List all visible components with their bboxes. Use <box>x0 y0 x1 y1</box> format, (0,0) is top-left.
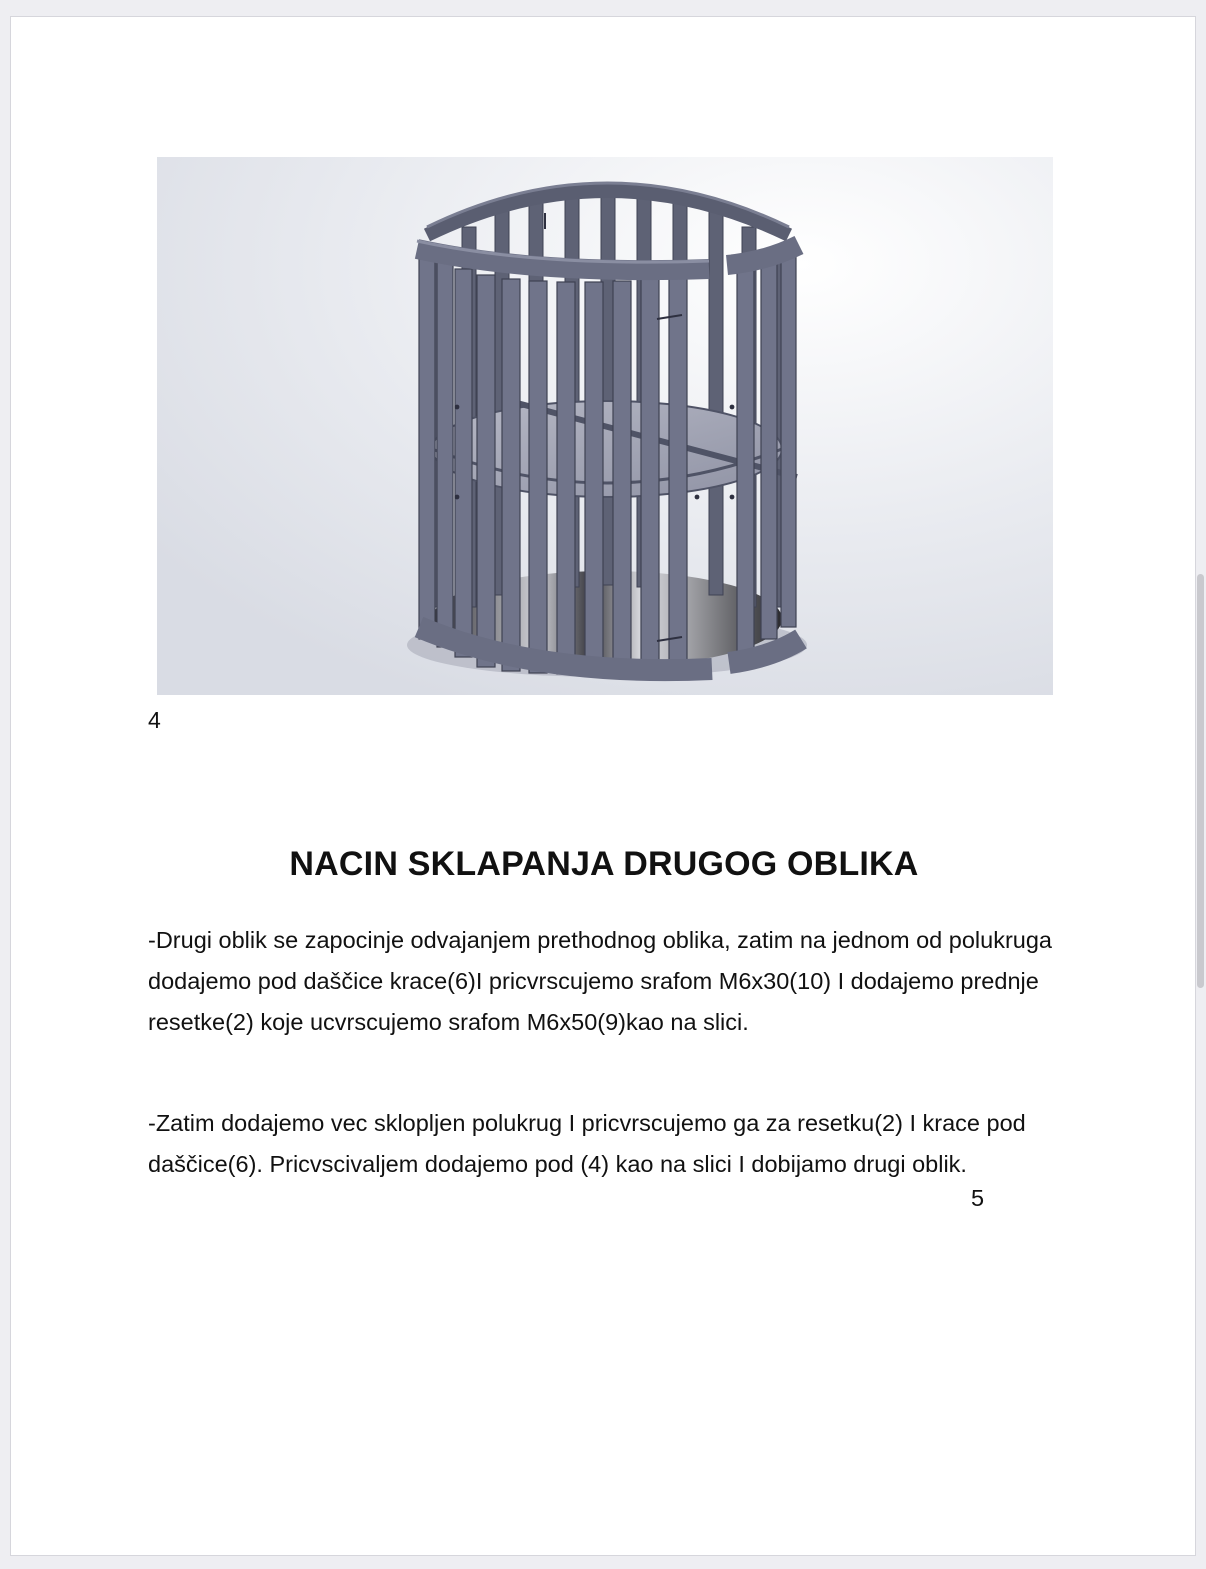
paragraph-2-container <box>148 1103 1068 1185</box>
page-number: 5 <box>971 1185 985 1211</box>
section-title: NACIN SKLAPANJA DRUGOG OBLIKA <box>289 845 919 883</box>
figure-number: 4 <box>148 707 161 733</box>
vertical-scrollbar[interactable] <box>1197 574 1204 988</box>
crib-assembly-illustration <box>157 157 1053 695</box>
document-page <box>10 16 1196 1556</box>
paragraph-2: -Zatim dodajemo vec sklopljen polukrug I pricvrscujemo ga za resetku(2) I krace pod daščice(6). Pricvscivaljem dodajemo pod (4) kao na slici I dobijamo drugi oblik. <box>148 1110 1026 1177</box>
paragraph-1: -Drugi oblik se zapocinje odvajanjem prethodnog oblika, zatim na jednom od polukruga dodajemo pod daščice krace(6)I pricvrscujemo srafom M6x30(10) I dodajemo prednje resetke(2) koje ucvrscujemo srafom M6x50(9)kao na slici. <box>148 927 1052 1035</box>
